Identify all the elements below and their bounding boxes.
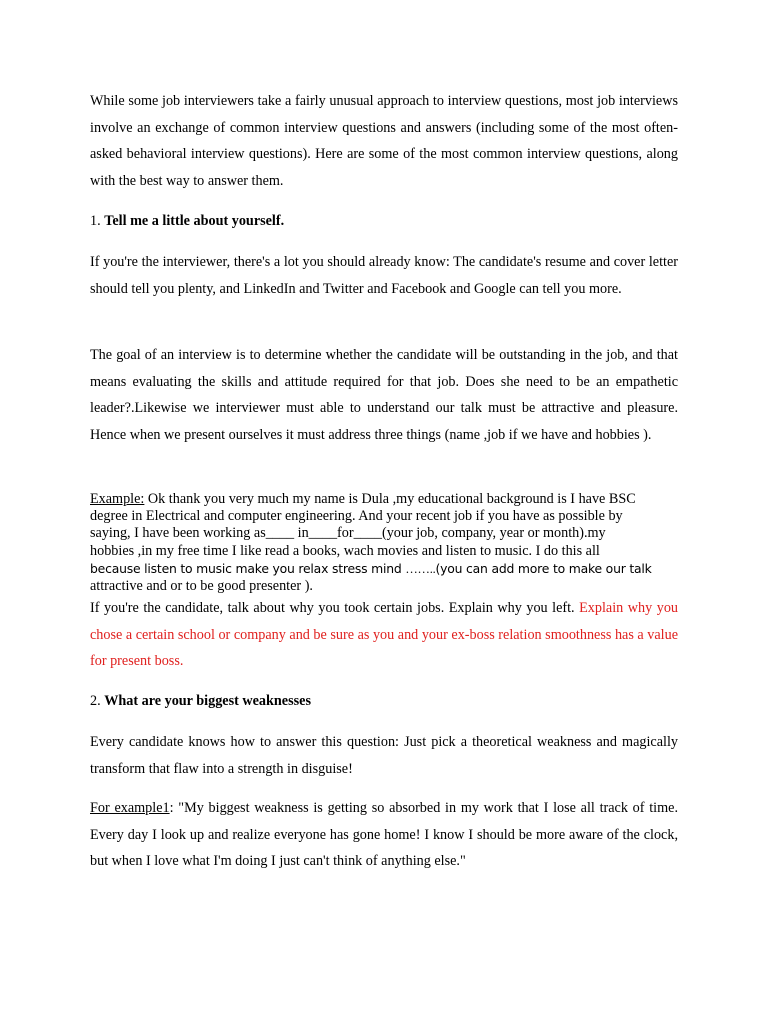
example-label: Example: xyxy=(90,491,145,507)
example1-text: : "My biggest weakness is getting so absorbed in my work that I lose all track of time. Every day I look up and realize everyone has gone home! I know I should be more aware of the clock, but when I love what I'm doing I just can't think of anything else." xyxy=(90,800,679,869)
intro-paragraph: While some job interviewers take a fairly unusual approach to interview questions, most job interviews involve an exchange of common interview questions and answers (including some of the most often-asked behavioral interview questions). Here are some of the most common interview questions, along with the best way to answer them. xyxy=(90,93,678,189)
interviewer-paragraph: If you're the interviewer, there's a lot you should already know: The candidate's resume and cover letter should tell you plenty, and LinkedIn and Twitter and Facebook and Google can tell you more. xyxy=(90,254,678,297)
example-line-4: hobbies ,in my free time I like read a books, wach movies and listen to music. I do this all xyxy=(90,542,600,559)
candidate-text: If you're the candidate, talk about why you took certain jobs. Explain why you left. xyxy=(90,600,580,616)
example-line-2: degree in Electrical and computer engineering. And your recent job if you have as possible by xyxy=(90,508,623,525)
example-line-5: because listen to music make you relax stress mind ……..(you can add more to make our talk xyxy=(90,560,652,576)
example1-paragraph xyxy=(90,795,678,875)
question-2-title: What are your biggest weaknesses xyxy=(104,693,311,709)
candidate-highlight: Explain why you chose a certain school or company and be sure as you and your ex-boss relation smoothness has a value for present boss. xyxy=(90,600,679,669)
question-1-number: 1. xyxy=(90,213,105,229)
example-line-1: Ok thank you very much my name is Dula ,my educational background is I have BSC xyxy=(144,491,636,507)
candidate-paragraph xyxy=(90,595,678,675)
question-2-number: 2. xyxy=(90,693,105,709)
goal-paragraph: The goal of an interview is to determine whether the candidate will be outstanding in the job, and that means evaluating the skills and attitude required for that job. Does she need to be an empathetic leader?.Likewise we interviewer must able to understand our talk must be attractive and pleasure. Hence when we present ourselves it must address three things (name ,job if we have and hobbies ). xyxy=(90,347,678,443)
question-1-heading xyxy=(90,208,678,235)
example-block xyxy=(90,491,678,595)
example-line-3: saying, I have been working as____ in____for____(your job, company, year or month).my xyxy=(90,525,606,542)
every-candidate-paragraph: Every candidate knows how to answer this question: Just pick a theoretical weakness and magically transform that flaw into a strength in disguise! xyxy=(90,734,678,777)
example1-label: For example1 xyxy=(90,800,170,816)
example-line-6: attractive and or to be good presenter ). xyxy=(90,578,313,595)
question-2-heading xyxy=(90,688,678,715)
question-1-title: Tell me a little about yourself. xyxy=(104,213,285,229)
